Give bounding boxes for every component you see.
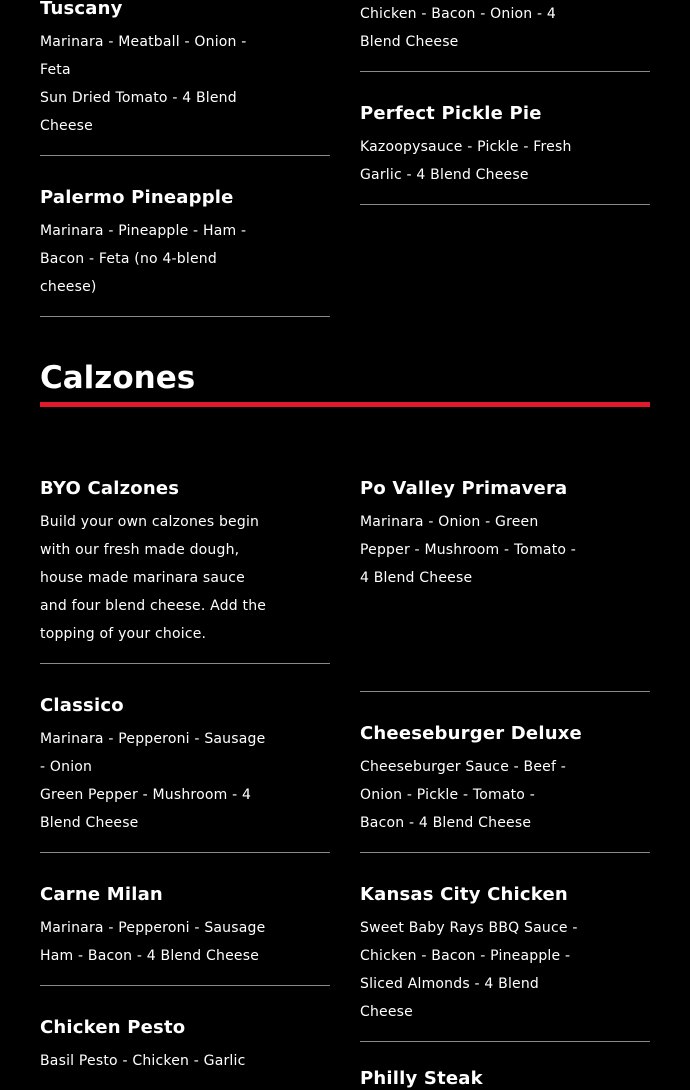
menu-item-description-byo-calzones [40,508,266,648]
description-line: Marinara - Pepperoni - Sausage [40,731,266,747]
description-line: Cheese [40,118,93,134]
section-title-calzones: Calzones [40,360,196,396]
description-line: Garlic - 4 Blend Cheese [360,167,529,183]
menu-item-title-cheeseburger-deluxe: Cheeseburger Deluxe [360,723,582,744]
description-line: Pepper - Mushroom - Tomato - [360,542,577,558]
description-line: cheese) [40,279,97,295]
description-line: Green Pepper - Mushroom - 4 [40,787,252,803]
menu-item-title-classico: Classico [40,695,124,716]
menu-item-title-tuscany: Tuscany [40,0,123,19]
menu-item-divider [360,1041,650,1042]
description-line: Basil Pesto - Chicken - Garlic [40,1053,246,1069]
menu-item-description-perfect-pickle-pie [360,133,572,189]
menu-item-description-classico [40,725,265,837]
menu-item-title-byo-calzones: BYO Calzones [40,478,180,499]
menu-item-title-palermo-pineapple: Palermo Pineapple [40,187,234,208]
menu-item-divider [360,852,650,853]
description-line: Cheese [360,1004,413,1020]
menu-item-divider [40,985,330,986]
menu-item-title-philly-steak: Philly Steak [360,1068,483,1089]
description-line: Sliced Almonds - 4 Blend [360,976,540,992]
menu-item-divider [40,852,330,853]
description-line: Bacon - 4 Blend Cheese [360,815,532,831]
description-line: house made marinara sauce [40,570,245,586]
menu-item-divider [360,204,650,205]
description-line: Marinara - Meatball - Onion - [40,34,247,50]
menu-item-divider [40,663,330,664]
description-line: Marinara - Pineapple - Ham - [40,223,247,239]
description-line: Feta [40,62,71,78]
description-line: Cheeseburger Sauce - Beef - [360,759,567,775]
menu-item-description-partial [360,0,556,56]
menu-item-title-kansas-city-chicken: Kansas City Chicken [360,884,568,905]
menu-item-description-cheeseburger-deluxe [360,753,566,837]
description-line: Kazoopysauce - Pickle - Fresh [360,139,572,155]
menu-item-description-po-valley-primavera [360,508,576,592]
menu-item-title-carne-milan: Carne Milan [40,884,163,905]
description-line: Marinara - Pepperoni - Sausage [40,920,266,936]
menu-item-description-palermo-pineapple [40,217,246,301]
menu-item-title-po-valley-primavera: Po Valley Primavera [360,478,568,499]
menu-item-description-kansas-city-chicken [360,914,578,1026]
description-line: Sun Dried Tomato - 4 Blend [40,90,237,106]
menu-item-description-carne-milan [40,914,265,970]
menu-item-divider [360,71,650,72]
description-line: Sweet Baby Rays BBQ Sauce - [360,920,578,936]
menu-item-title-perfect-pickle-pie: Perfect Pickle Pie [360,103,542,124]
description-line: Blend Cheese [40,815,139,831]
description-line: with our fresh made dough, [40,542,240,558]
description-line: - Onion [40,759,93,775]
description-line: Ham - Bacon - 4 Blend Cheese [40,948,260,964]
section-underline [40,402,650,407]
menu-item-divider [40,155,330,156]
description-line: Onion - Pickle - Tomato - [360,787,535,803]
menu-item-divider [40,316,330,317]
menu-item-title-chicken-pesto: Chicken Pesto [40,1017,186,1038]
menu-item-description-tuscany [40,28,247,140]
description-line: Chicken - Bacon - Pineapple - [360,948,571,964]
description-line: and four blend cheese. Add the [40,598,267,614]
description-line: Blend Cheese [360,34,459,50]
description-line: Build your own calzones begin [40,514,260,530]
menu-item-description-chicken-pesto [40,1047,246,1075]
description-line: Bacon - Feta (no 4-blend [40,251,217,267]
menu-item-divider [360,691,650,692]
description-line: 4 Blend Cheese [360,570,473,586]
description-line: topping of your choice. [40,626,207,642]
description-line: Chicken - Bacon - Onion - 4 [360,6,557,22]
description-line: Marinara - Onion - Green [360,514,539,530]
